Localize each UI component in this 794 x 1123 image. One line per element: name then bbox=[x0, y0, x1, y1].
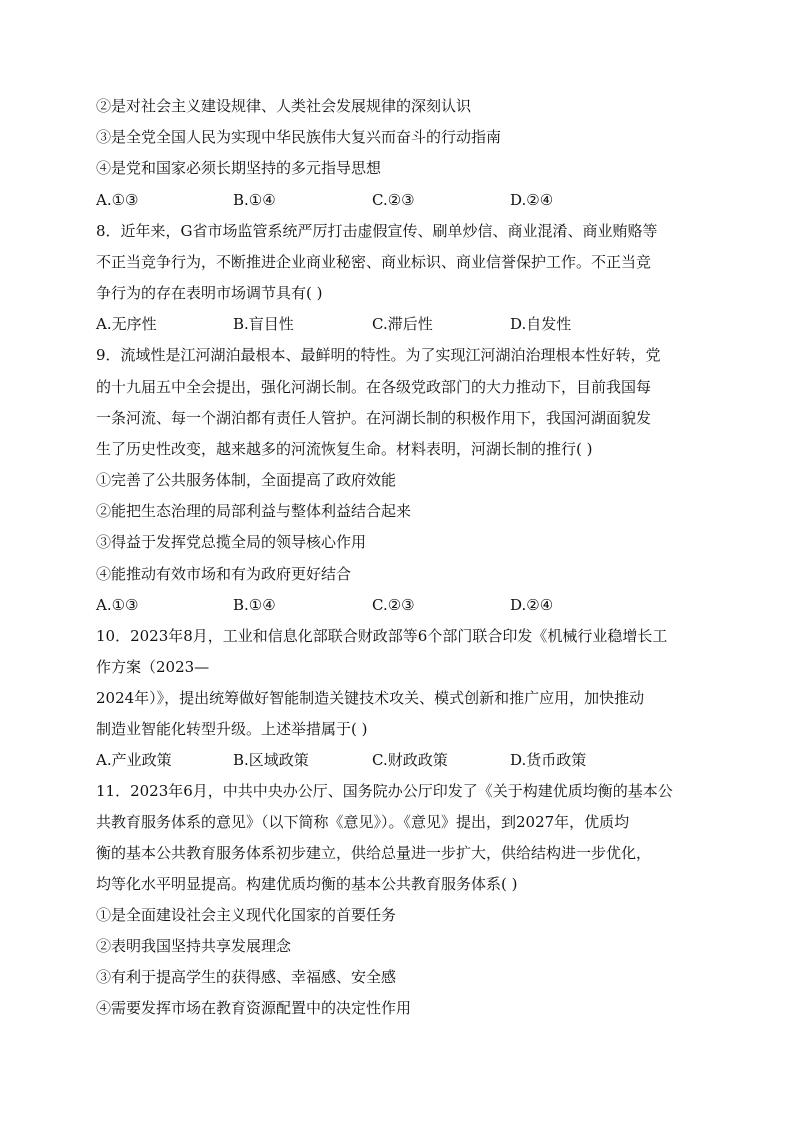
q8-stem-line-3: 争行为的存在表明市场调节具有( ) bbox=[96, 284, 323, 302]
q10-options bbox=[96, 750, 706, 770]
q9-stem-line-1: 9．流域性是江河湖泊最根本、最鲜明的特性。为了实现江河湖泊治理根本性好转，党 bbox=[96, 346, 661, 364]
q11-stem-line-2: 共教育服务体系的意见》（以下简称《意见》）。《意见》提出，到2027年，优质均 bbox=[96, 813, 630, 831]
q8-option-c: C.滞后性 bbox=[372, 315, 433, 333]
q8-option-a: A.无序性 bbox=[96, 315, 157, 333]
q8-stem-line-1: 8．近年来，G省市场监管系统严厉打击虚假宣传、刷单炒信、商业混淆、商业贿赂等 bbox=[96, 222, 658, 240]
q9-statement-4: ④能推动有效市场和有为政府更好结合 bbox=[96, 565, 352, 583]
q7-option-a: A.①③ bbox=[96, 191, 139, 209]
q10-stem-line-1: 10．2023年8月，工业和信息化部联合财政部等6个部门联合印发《机械行业稳增长工 bbox=[96, 627, 668, 645]
q9-options bbox=[96, 595, 706, 615]
q11-statement-4: ④需要发挥市场在教育资源配置中的决定性作用 bbox=[96, 999, 412, 1017]
q11-stem-line-4: 均等化水平明显提高。构建优质均衡的基本公共教育服务体系( ) bbox=[96, 875, 518, 893]
q9-statement-3: ③得益于发挥党总揽全局的领导核心作用 bbox=[96, 533, 367, 551]
q9-option-a: A.①③ bbox=[96, 596, 139, 614]
q7-statement-2: ②是对社会主义建设规律、人类社会发展规律的深刻认识 bbox=[96, 97, 472, 115]
q10-stem-line-2: 作方案（2023— bbox=[96, 658, 210, 676]
q10-option-c: C.财政政策 bbox=[372, 751, 448, 769]
q10-option-d: D.货币政策 bbox=[510, 751, 587, 769]
q9-option-b: B.①④ bbox=[233, 596, 276, 614]
q10-option-b: B.区域政策 bbox=[233, 751, 309, 769]
q7-option-d: D.②④ bbox=[510, 191, 554, 209]
q8-option-d: D.自发性 bbox=[510, 315, 572, 333]
q11-statement-1: ①是全面建设社会主义现代化国家的首要任务 bbox=[96, 906, 397, 924]
q11-statement-2: ②表明我国坚持共享发展理念 bbox=[96, 937, 292, 955]
q7-option-b: B.①④ bbox=[233, 191, 276, 209]
q9-stem-line-2: 的十九届五中全会提出，强化河湖长制。在各级党政部门的大力推动下，目前我国每 bbox=[96, 378, 652, 396]
q10-option-a: A.产业政策 bbox=[96, 751, 172, 769]
q9-stem-line-3: 一条河流、每一个湖泊都有责任人管护。在河湖长制的积极作用下，我国河湖面貌发 bbox=[96, 409, 652, 427]
q9-statement-1: ①完善了公共服务体制，全面提高了政府效能 bbox=[96, 471, 397, 489]
q11-stem-line-3: 衡的基本公共教育服务体系初步建立，供给总量进一步扩大，供给结构进一步优化， bbox=[96, 844, 652, 862]
q7-statement-4: ④是党和国家必须长期坚持的多元指导思想 bbox=[96, 159, 382, 177]
q10-stem-line-3: 2024年）》，提出统筹做好智能制造关键技术攻关、模式创新和推广应用，加快推动 bbox=[96, 689, 645, 707]
q11-statement-3: ③有利于提高学生的获得感、幸福感、安全感 bbox=[96, 968, 397, 986]
q9-statement-2: ②能把生态治理的局部利益与整体利益结合起来 bbox=[96, 502, 412, 520]
q7-statement-3: ③是全党全国人民为实现中华民族伟大复兴而奋斗的行动指南 bbox=[96, 128, 502, 146]
q8-options bbox=[96, 314, 706, 334]
q11-stem-line-1: 11．2023年6月，中共中央办公厅、国务院办公厅印发了《关于构建优质均衡的基本公 bbox=[96, 782, 673, 800]
q8-stem-line-2: 不正当竞争行为，不断推进企业商业秘密、商业标识、商业信誉保护工作。不正当竞 bbox=[96, 253, 652, 271]
q7-options bbox=[96, 190, 706, 210]
q9-option-c: C.②③ bbox=[372, 596, 415, 614]
q10-stem-line-4: 制造业智能化转型升级。上述举措属于( ) bbox=[96, 720, 368, 738]
q9-stem-line-4: 生了历史性改变，越来越多的河流恢复生命。材料表明，河湖长制的推行( ) bbox=[96, 440, 593, 458]
q8-option-b: B.盲目性 bbox=[233, 315, 294, 333]
q9-option-d: D.②④ bbox=[510, 596, 554, 614]
q7-option-c: C.②③ bbox=[372, 191, 415, 209]
